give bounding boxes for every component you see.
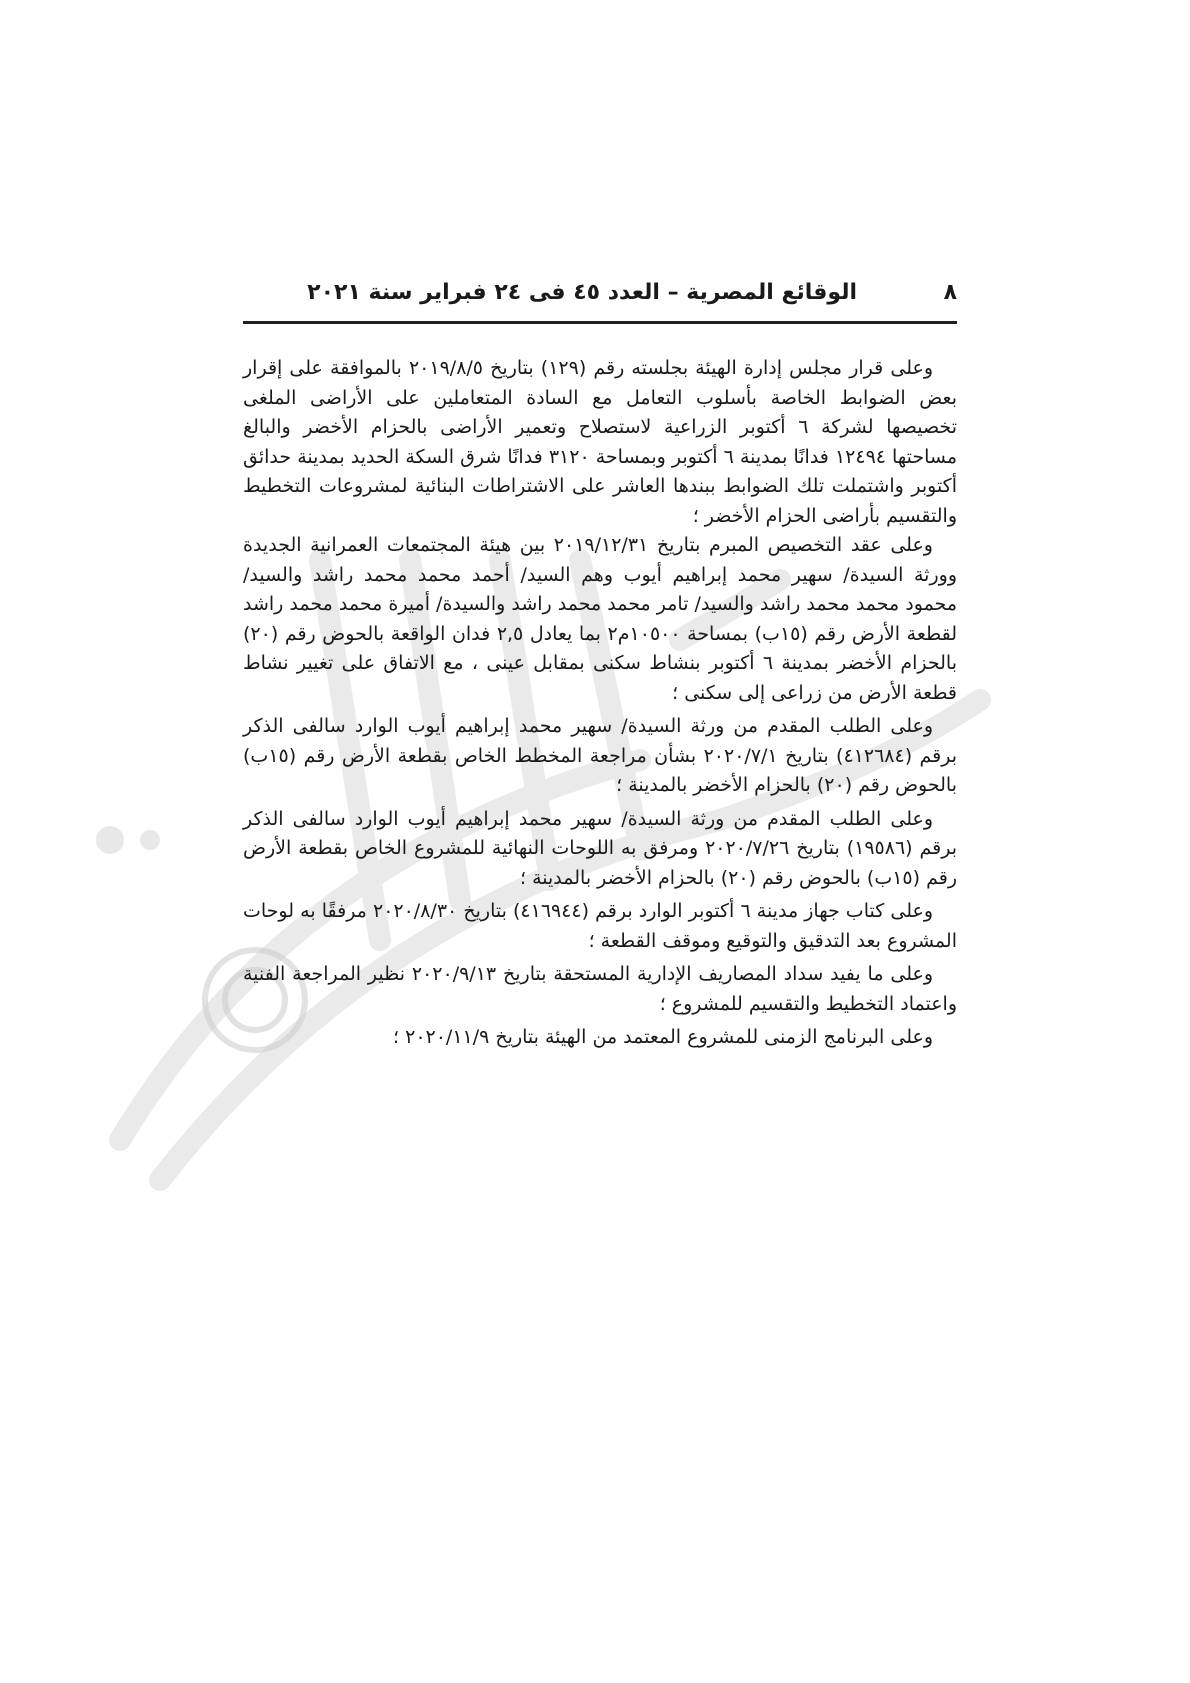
paragraph-city-authority-letter: وعلى كتاب جهاز مدينة ٦ أكتوبر الوارد برقم (٤١٦٩٤٤) بتاريخ ٢٠٢٠/٨/٣٠ مرفقًا به لوحات المشروع بعد التدقيق والتوقيع وموقف القطعة ؛	[243, 900, 957, 952]
page-number: ٨	[943, 280, 957, 305]
document-body	[243, 354, 957, 1053]
paragraph-heirs-request-1: وعلى الطلب المقدم من ورثة السيدة/ سهير محمد إبراهيم أيوب الوارد سالفى الذكر برقم (٤١٢٦٨٤) بتاريخ ٢٠٢٠/٧/١ بشأن مراجعة المخطط الخاص بقطعة الأرض رقم (١٥ب) بالحوض رقم (٢٠) بالحزام الأخضر بالمدينة ؛	[243, 715, 958, 796]
paragraph-board-decision: وعلى قرار مجلس إدارة الهيئة بجلسته رقم (١٢٩) بتاريخ ٢٠١٩/٨/٥ بالموافقة على إقرار بعض الضوابط الخاصة بأسلوب التعامل مع السادة المتعاملين على الأراضى الملغى تخصيصها لشركة ٦ أكتوبر الزراعية لاستصلاح وتعمير الأراضى بالحزام الأخضر والبالغ مساحتها ١٢٤٩٤ فدانًا بمدينة ٦ أكتوبر وبمساحة ٣١٢٠ فدانًا شرق السكة الحديد بمدينة حدائق أكتوبر واشتملت تلك الضوابط ببندها العاشر على الاشتراطات البنائية لمشروعات التخطيط والتقسيم بأراضى الحزام الأخضر ؛	[243, 357, 957, 527]
gazette-issue-title: الوقائع المصرية – العدد ٤٥ فى ٢٤ فبراير سنة ٢٠٢١	[307, 280, 857, 305]
page-header	[243, 278, 957, 318]
paragraph-allocation-contract: وعلى عقد التخصيص المبرم بتاريخ ٢٠١٩/١٢/٣١ بين هيئة المجتمعات العمرانية الجديدة وورثة السيدة/ سهير محمد إبراهيم أيوب وهم السيد/ أحمد محمد محمد راشد والسيد/ محمود محمد محمد راشد والسيد/ تامر محمد محمد راشد والسيدة/ أميرة محمد محمد راشد لقطعة الأرض رقم (١٥ب) بمساحة ١٠٥٠٠م٢ بما يعادل ٢,٥ فدان الواقعة بالحوض رقم (٢٠) بالحزام الأخضر بمدينة ٦ أكتوبر بنشاط سكنى بمقابل عينى ، مع الاتفاق على تغيير نشاط قطعة الأرض من زراعى إلى سكنى ؛	[243, 534, 957, 704]
paragraph-heirs-request-2: وعلى الطلب المقدم من ورثة السيدة/ سهير محمد إبراهيم أيوب الوارد سالفى الذكر برقم (١٩٥٨٦) بتاريخ ٢٠٢٠/٧/٢٦ ومرفق به اللوحات النهائية للمشروع الخاص بقطعة الأرض رقم (١٥ب) بالحوض رقم (٢٠) بالحزام الأخضر بالمدينة ؛	[243, 807, 958, 889]
header-divider	[243, 321, 957, 324]
paragraph-fees-payment: وعلى ما يفيد سداد المصاريف الإدارية المستحقة بتاريخ ٢٠٢٠/٩/١٣ نظير المراجعة الفنية واعتماد التخطيط والتقسيم للمشروع ؛	[243, 963, 957, 1015]
paragraph-project-timeline: وعلى البرنامج الزمنى للمشروع المعتمد من الهيئة بتاريخ ٢٠٢٠/١١/٩ ؛	[393, 1026, 933, 1048]
